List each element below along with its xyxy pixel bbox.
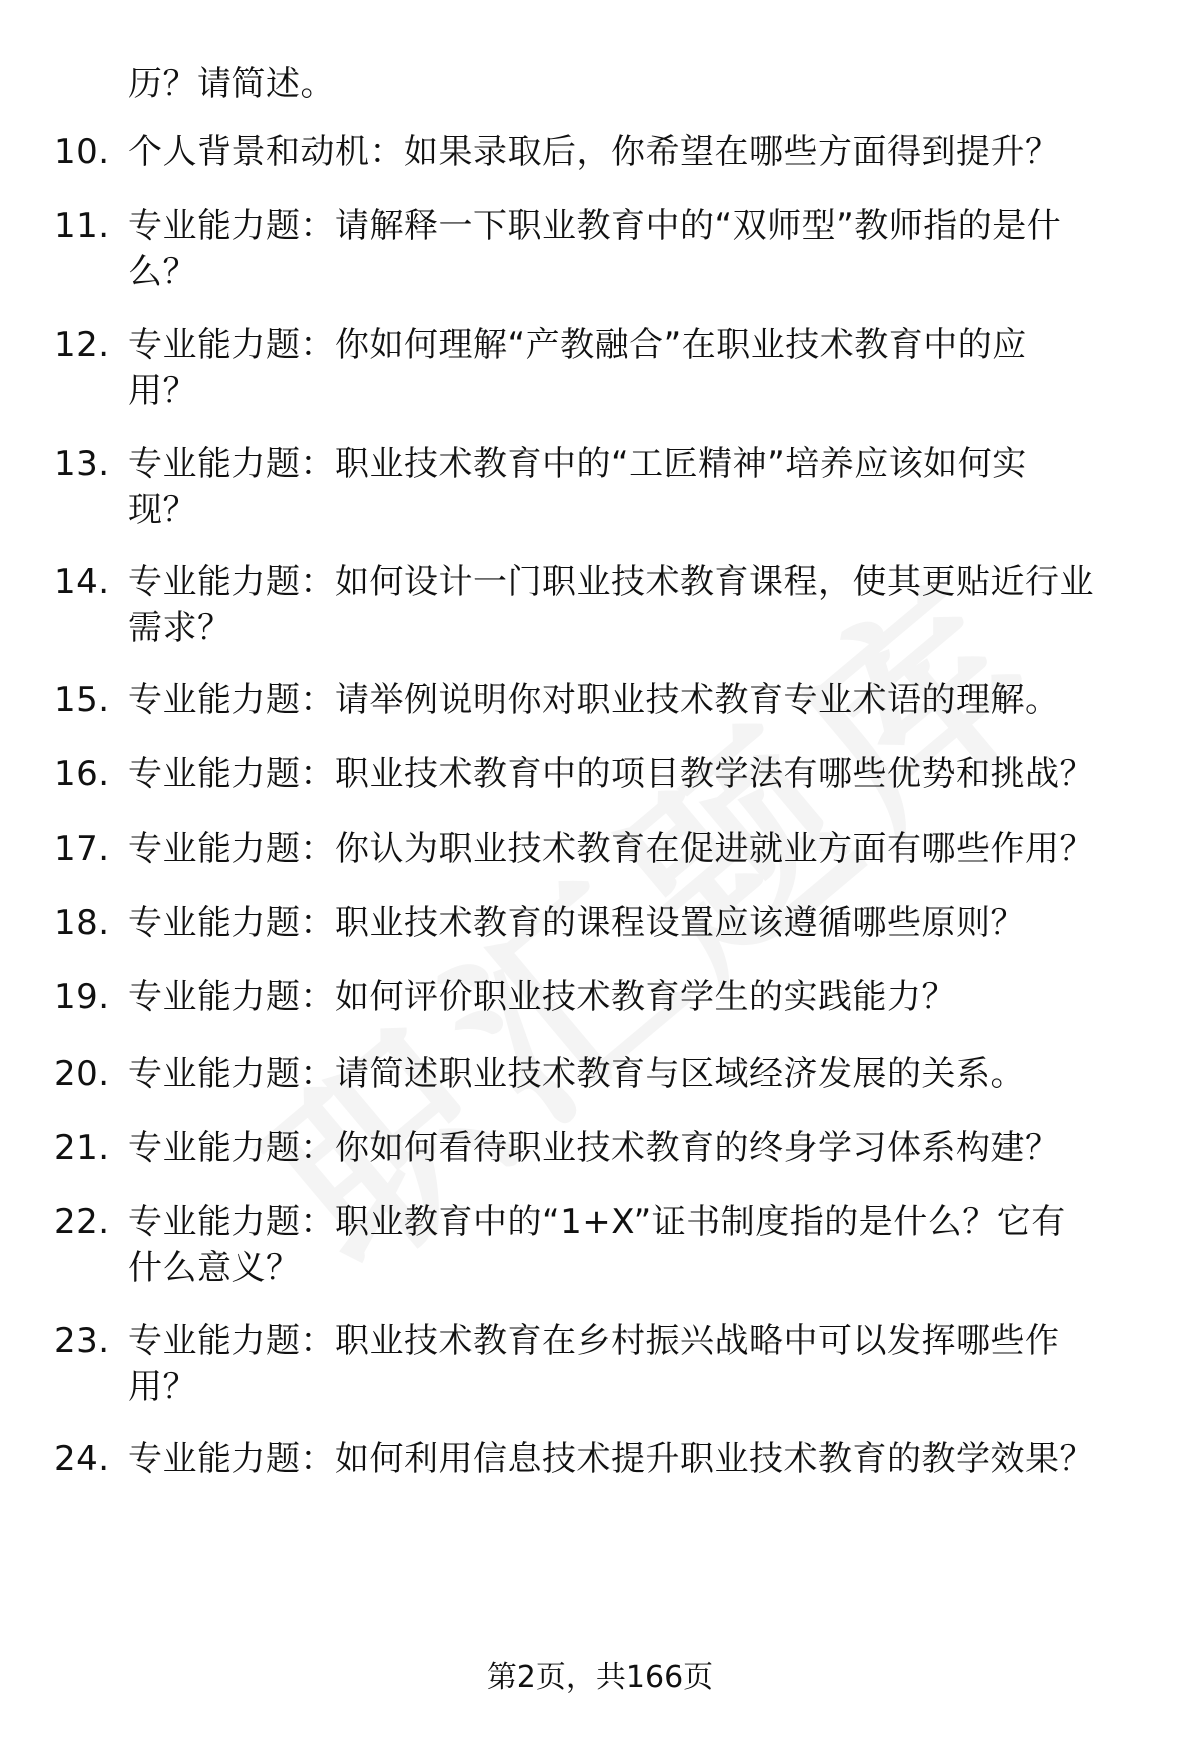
item-number: 13.: [54, 444, 110, 484]
item-text: 个人背景和动机：如果录取后，你希望在哪些方面得到提升？: [128, 132, 1060, 172]
item-text: 专业能力题：请简述职业技术教育与区域经济发展的关系。: [128, 1054, 1025, 1094]
item-number: 24.: [54, 1439, 110, 1479]
item-number: 17.: [54, 829, 110, 869]
item-text-line2: 用？: [128, 371, 197, 411]
item-text-line2: 什么意义？: [128, 1248, 301, 1288]
item-text: 专业能力题：请解释一下职业教育中的“双师型”教师指的是什: [128, 206, 1062, 246]
item-number: 22.: [54, 1202, 110, 1242]
item-text-line2: 用？: [128, 1367, 197, 1407]
item-text: 专业能力题：职业技术教育中的“工匠精神”培养应该如何实: [128, 444, 1027, 484]
item-text: 专业能力题：你认为职业技术教育在促进就业方面有哪些作用？: [128, 829, 1094, 869]
item-text: 专业能力题：如何设计一门职业技术教育课程，使其更贴近行业: [128, 562, 1094, 602]
item-number: 20.: [54, 1054, 110, 1094]
item-text-line2: 历？请简述。: [128, 64, 335, 104]
item-text: 专业能力题：如何评价职业技术教育学生的实践能力？: [128, 977, 956, 1017]
item-text-line2: 现？: [128, 490, 197, 530]
item-text-line2: 么？: [128, 252, 197, 292]
item-number: 23.: [54, 1321, 110, 1361]
item-number: 18.: [54, 903, 110, 943]
item-text: 专业能力题：职业技术教育的课程设置应该遵循哪些原则？: [128, 903, 1025, 943]
item-text: 专业能力题：职业技术教育在乡村振兴战略中可以发挥哪些作: [128, 1321, 1060, 1361]
item-number: 16.: [54, 754, 110, 794]
page-number: 第2页，共166页: [486, 1660, 714, 1695]
item-number: 10.: [54, 132, 110, 172]
item-text-line2: 需求？: [128, 608, 232, 648]
item-text: 专业能力题：职业技术教育中的项目教学法有哪些优势和挑战？: [128, 754, 1094, 794]
item-text: 专业能力题：你如何看待职业技术教育的终身学习体系构建？: [128, 1128, 1060, 1168]
item-text: 专业能力题：请举例说明你对职业技术教育专业术语的理解。: [128, 680, 1060, 720]
item-number: 14.: [54, 562, 110, 602]
item-number: 19.: [54, 977, 110, 1017]
item-text: 专业能力题：职业教育中的“1+X”证书制度指的是什么？它有: [128, 1202, 1066, 1242]
item-number: 12.: [54, 325, 110, 365]
item-text: 专业能力题：如何利用信息技术提升职业技术教育的教学效果？: [128, 1439, 1094, 1479]
item-number: 21.: [54, 1128, 110, 1168]
item-number: 11.: [54, 206, 110, 246]
item-text: 专业能力题：你如何理解“产教融合”在职业技术教育中的应: [128, 325, 1027, 365]
item-number: 15.: [54, 680, 110, 720]
